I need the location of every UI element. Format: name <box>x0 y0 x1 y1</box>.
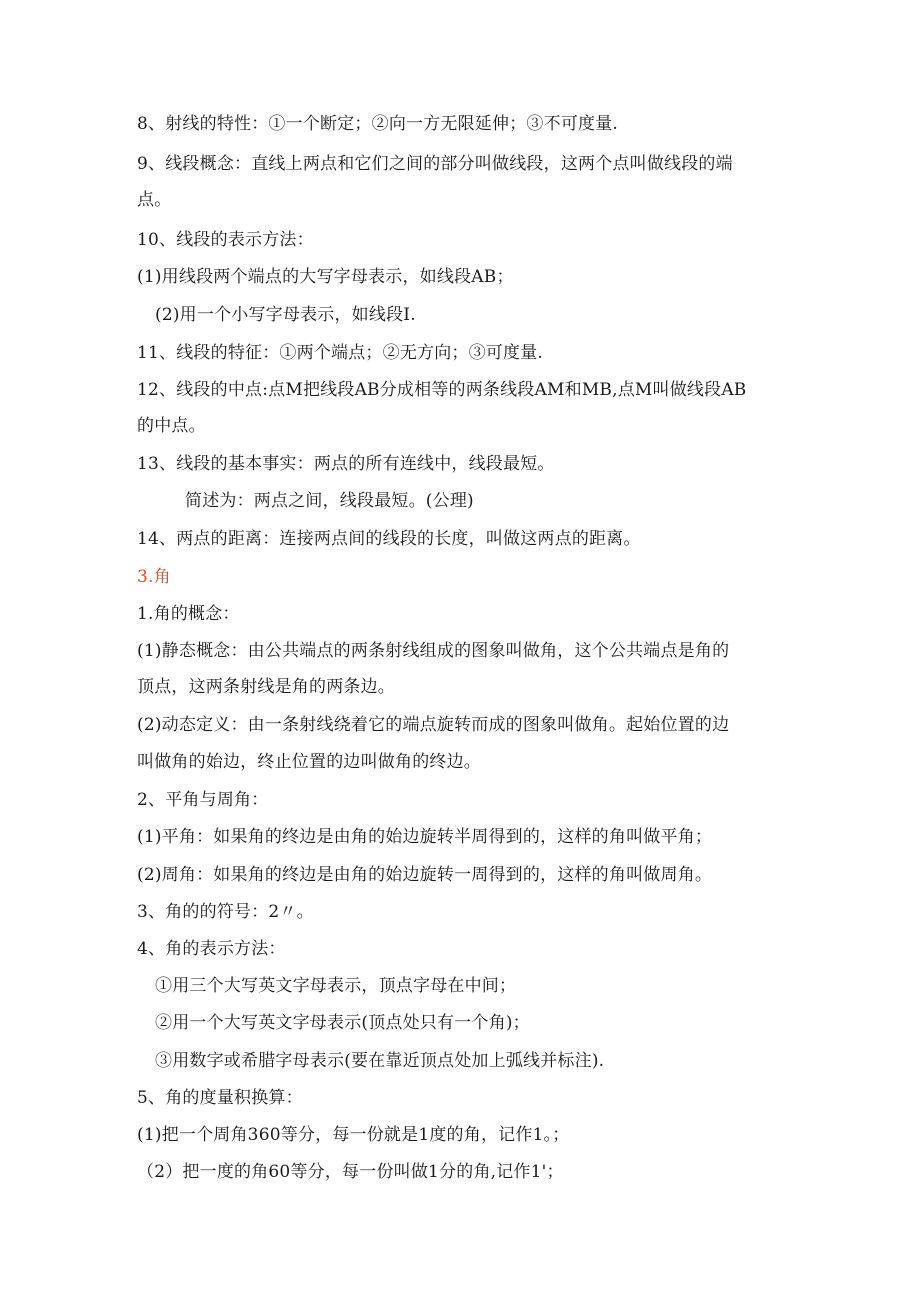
text-line: 14、两点的距离：连接两点间的线段的长度，叫做这两点的距离。 <box>137 529 641 549</box>
text-line: ③用数字或希腊字母表示(要在靠近顶点处加上弧线并标注). <box>155 1051 605 1071</box>
text-line: 1.角的概念： <box>137 604 240 624</box>
text-line: 叫做角的始边，终止位置的边叫做角的终边。 <box>137 752 481 772</box>
text-line: (1)静态概念：由公共端点的两条射线组成的图象叫做角，这个公共端点是角的 <box>137 641 730 661</box>
text-line: 10、线段的表示方法： <box>137 230 314 250</box>
text-line: 13、线段的基本事实：两点的所有连线中，线段最短。 <box>137 454 555 474</box>
text-line: 简述为：两点之间，线段最短。(公理) <box>185 491 474 511</box>
text-line: 的中点。 <box>137 416 206 436</box>
text-line: 4、角的表示方法： <box>137 939 286 959</box>
text-line: 2、平角与周角： <box>137 790 269 810</box>
text-line: 5、角的度量积换算： <box>137 1088 303 1108</box>
section-heading: 3.角 <box>137 567 171 587</box>
text-line: 12、线段的中点:点M把线段AB分成相等的两条线段AM和MB,点M叫做线段AB <box>137 380 747 400</box>
text-line: 顶点，这两条射线是角的两条边。 <box>137 677 395 697</box>
text-line: 11、线段的特征：①两个端点；②无方向；③可度量. <box>137 343 544 363</box>
text-line: (2)动态定义：由一条射线绕着它的端点旋转而成的图象叫做角。起始位置的边 <box>137 715 730 735</box>
text-line: (1)把一个周角360等分，每一份就是1度的角，记作1。； <box>137 1125 570 1145</box>
text-line: (2)用一个小写字母表示，如线段I. <box>155 305 416 325</box>
text-line: (1)平角：如果角的终边是由角的始边旋转半周得到的，这样的角叫做平角； <box>137 827 713 847</box>
text-line: （2）把一度的角60等分，每一份叫做1分的角,记作1'； <box>137 1162 564 1182</box>
text-line: 9、线段概念：直线上两点和它们之间的部分叫做线段，这两个点叫做线段的端 <box>137 154 733 174</box>
text-line: ①用三个大写英文字母表示，顶点字母在中间； <box>155 976 517 996</box>
text-line: 点。 <box>137 190 172 210</box>
text-line: (1)用线段两个端点的大写字母表示，如线段AB； <box>137 267 514 287</box>
text-line: (2)周角：如果角的终边是由角的始边旋转一周得到的，这样的角叫做周角。 <box>137 865 713 885</box>
text-line: 3、角的的符号：2〃。 <box>137 902 314 922</box>
text-line: 8、射线的特性：①一个断定；②向一方无限延伸；③不可度量. <box>137 114 619 134</box>
text-line: ②用一个大写英文字母表示(顶点处只有一个角)； <box>155 1013 530 1033</box>
